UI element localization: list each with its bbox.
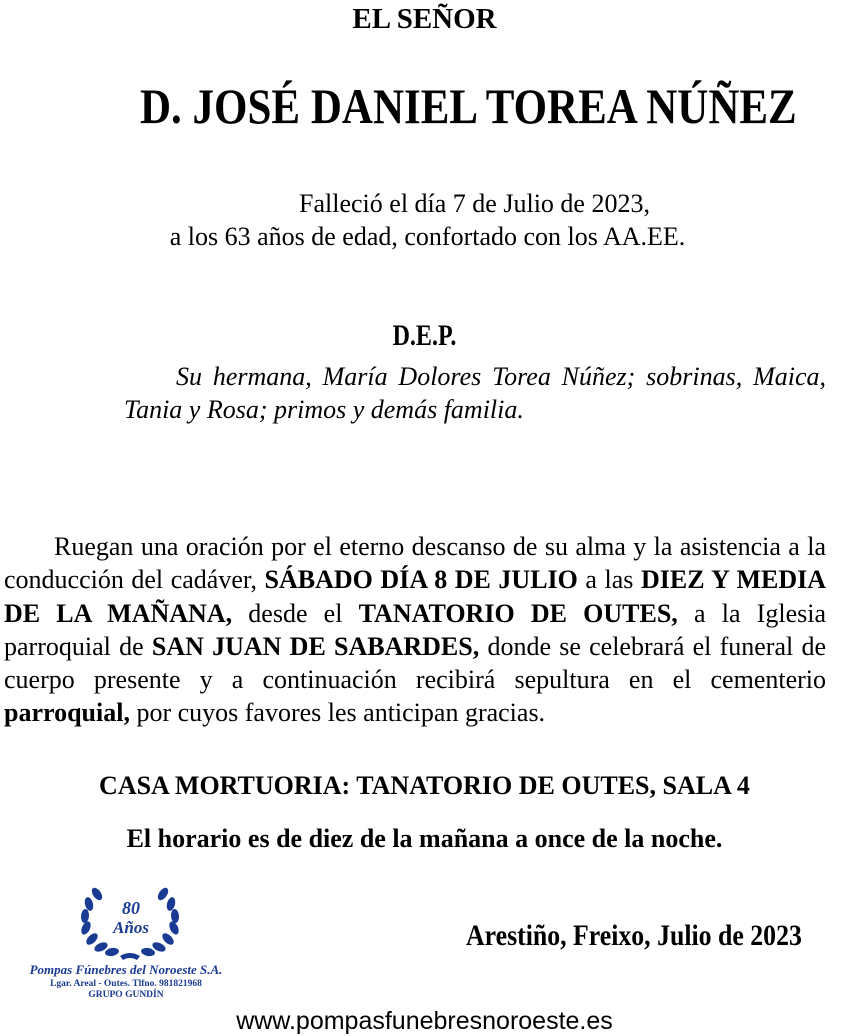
logo-company-name: Pompas Fúnebres del Noroeste S.A. — [29, 962, 223, 977]
website-url: www.pompasfunebresnoroeste.es — [236, 1007, 613, 1035]
death-date-line: Falleció el día 7 de Julio de 2023, — [299, 189, 650, 218]
death-info — [0, 187, 849, 253]
deceased-name: D. JOSÉ DANIEL TOREA NÚÑEZ — [140, 78, 797, 134]
logo-group: GRUPO GUNDÍN — [88, 990, 164, 1000]
invitation-cemetery: parroquial, — [4, 698, 130, 728]
logo-anniversary-number: 80 — [122, 898, 140, 918]
invitation-text: por cuyos favores les anticipan gracias. — [129, 698, 546, 728]
company-logo — [0, 880, 260, 1005]
invitation-date: SÁBADO DÍA 8 DE JULIO — [264, 565, 578, 595]
invitation-church: SAN JUAN DE SABARDES, — [151, 631, 480, 661]
visiting-schedule: El horario es de diez de la mañana a once de la noche. — [126, 824, 723, 853]
invitation-text: desde el — [232, 598, 359, 628]
family-paragraph: Su hermana, María Dolores Torea Núñez; sobrinas, Maica, Tania y Rosa; primos y demás familia. — [124, 362, 826, 424]
invitation-time: DIEZ Y MEDIA DE LA MAÑANA, — [4, 565, 827, 628]
wake-location: CASA MORTUORIA: TANATORIO DE OUTES, SALA 4 — [99, 771, 750, 800]
invitation-origin: TANATORIO DE OUTES, — [358, 598, 678, 628]
header-label: EL SEÑOR — [352, 3, 497, 35]
invitation-text: a la Iglesia parroquial de — [4, 598, 826, 661]
invitation-text: donde se celebrará el funeral de cuerpo presente y a continuación recibirá sepultura en el cementerio — [4, 631, 826, 695]
death-age-line: a los 63 años de edad, confortado con los AA.EE. — [169, 222, 686, 251]
invitation-text: a las — [577, 565, 641, 595]
logo-address: Lgar. Areal - Outes. Tlfno. 981821968 — [50, 979, 202, 989]
invitation-paragraph — [4, 530, 826, 730]
logo-anniversary-word: Años — [113, 918, 149, 937]
dep-heading: D.E.P. — [392, 319, 457, 352]
place-and-date: Arestiño, Freixo, Julio de 2023 — [466, 919, 802, 952]
invitation-text: Ruegan una oración por el eterno descanso de su alma y la asistencia a la conducción del cadáver, — [4, 532, 826, 595]
